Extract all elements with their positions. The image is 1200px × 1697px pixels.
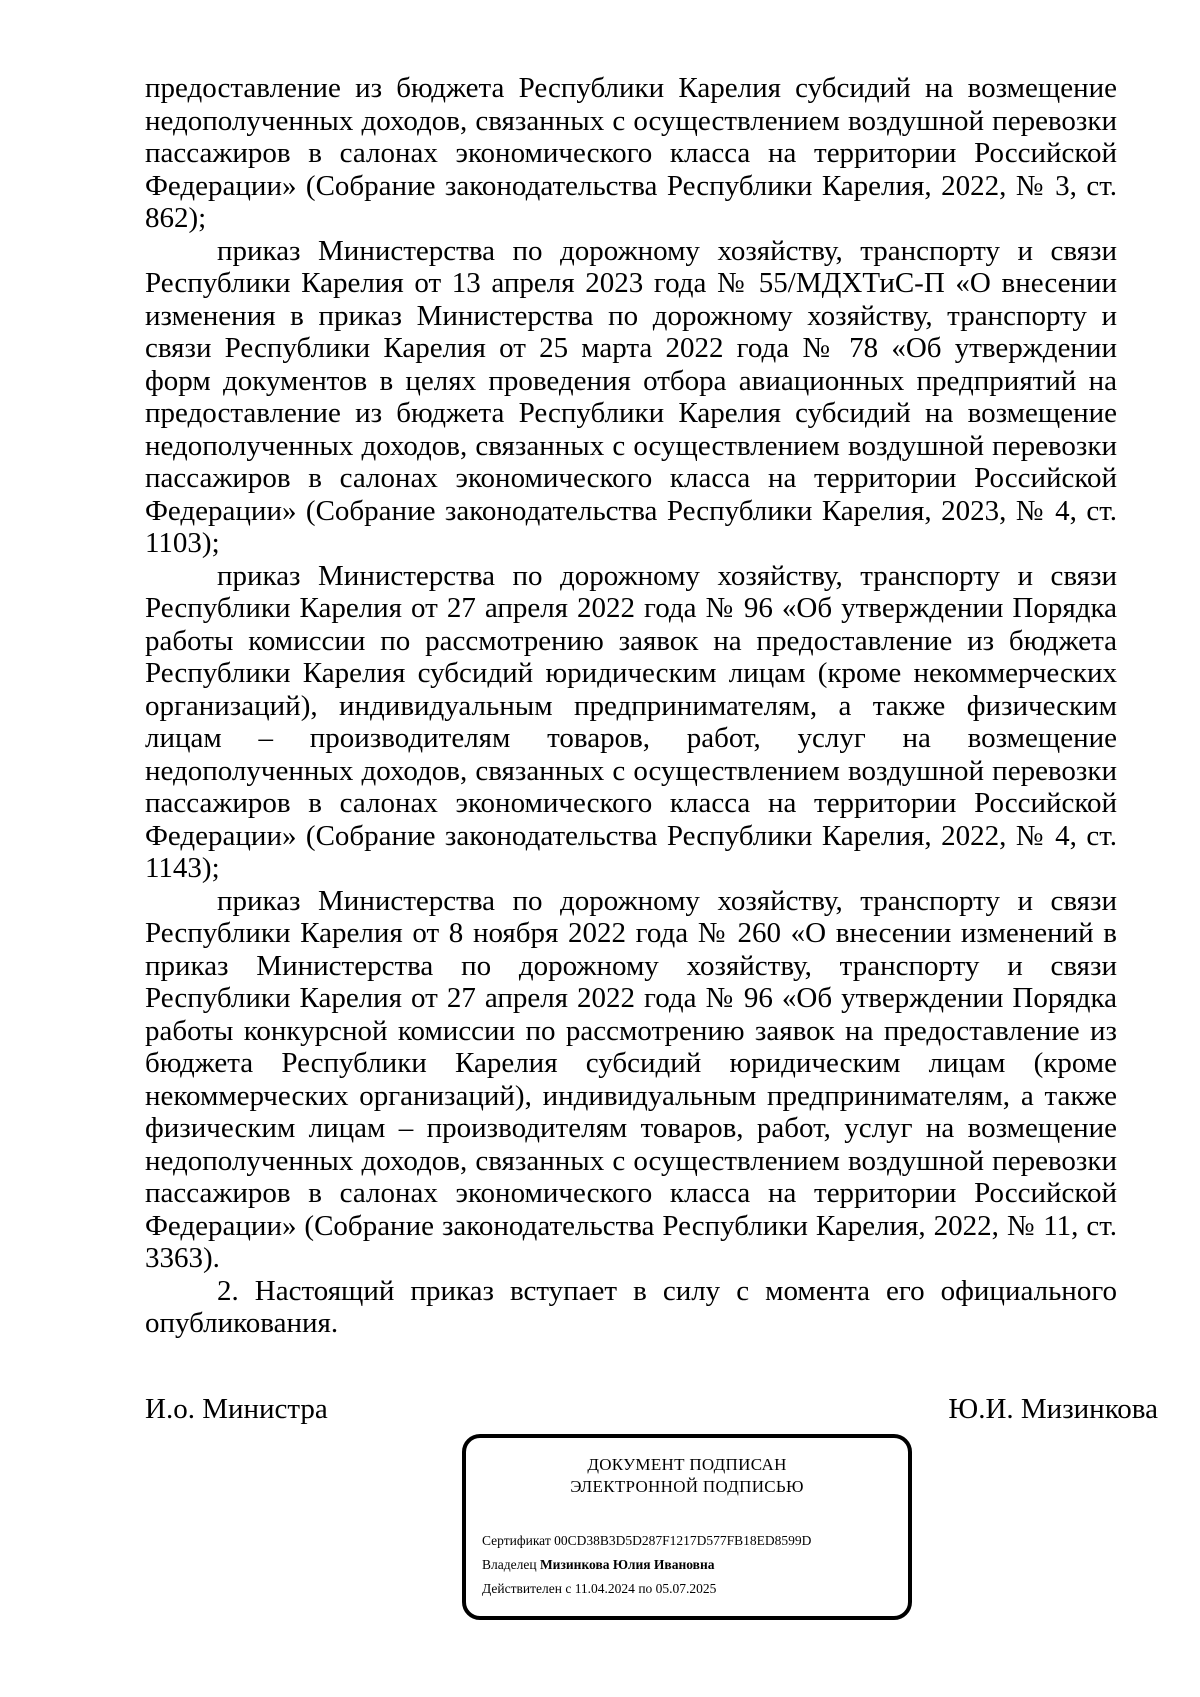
paragraph-2: приказ Министерства по дорожному хозяйству, транспорту и связи Республики Карелия от 13 апреля 2023 года № 55/МДХТиС-П «О внесении изменения в приказ Министерства по дорожному хозяйству, транспорту и связи Республики Карелия от 25 марта 2022 года № 78 «Об утверждении форм документов в целях проведения отбора авиационных предприятий на предоставление из бюджета Республики Карелия субсидий на возмещение недополученных доходов, связанных с осуществлением воздушной перевозки пассажиров в салонах экономического класса на территории Российской Федерации» (Собрание законодательства Республики Карелия, 2023, № 4, ст. 1103); — [145, 234, 1117, 559]
signatory-position: И.о. Министра — [145, 1393, 328, 1425]
owner-label: Владелец — [482, 1557, 537, 1572]
valid-label: Действителен — [482, 1581, 562, 1596]
electronic-signature-stamp — [462, 1434, 912, 1620]
valid-from-date: 11.04.2024 — [574, 1581, 635, 1596]
signatory-name: Ю.И. Мизинкова — [948, 1393, 1158, 1425]
certificate-label: Сертификат — [482, 1533, 551, 1548]
stamp-title — [466, 1454, 908, 1498]
stamp-certificate-line — [482, 1532, 811, 1550]
paragraph-4: приказ Министерства по дорожному хозяйству, транспорту и связи Республики Карелия от 8 ноября 2022 года № 260 «О внесении изменений в приказ Министерства по дорожному хозяйству, транспорту и связи Республики Карелия от 27 апреля 2022 года № 96 «Об утверждении Порядка работы конкурсной комиссии по рассмотрению заявок на предоставление из бюджета Республики Карелия субсидий юридическим лицам (кроме некоммерческих организаций), индивидуальным предпринимателям, а также физическим лицам – производителям товаров, работ, услуг на возмещение недополученных доходов, связанных с осуществлением воздушной перевозки пассажиров в салонах экономического класса на территории Российской Федерации» (Собрание законодательства Республики Карелия, 2022, № 11, ст. 3363). — [145, 884, 1117, 1274]
document-body — [145, 72, 1117, 1340]
stamp-validity-line — [482, 1580, 716, 1598]
stamp-title-line-1: ДОКУМЕНТ ПОДПИСАН — [587, 1455, 787, 1474]
paragraph-3: приказ Министерства по дорожному хозяйству, транспорту и связи Республики Карелия от 27 апреля 2022 года № 96 «Об утверждении Порядка работы комиссии по рассмотрению заявок на предоставление из бюджета Республики Карелия субсидий юридическим лицам (кроме некоммерческих организаций), индивидуальным предпринимателям, а также физическим лицам – производителям товаров, работ, услуг на возмещение недополученных доходов, связанных с осуществлением воздушной перевозки пассажиров в салонах экономического класса на территории Российской Федерации» (Собрание законодательства Республики Карелия, 2022, № 4, ст. 1143); — [145, 559, 1117, 884]
stamp-owner-line — [482, 1556, 714, 1574]
paragraph-1: предоставление из бюджета Республики Карелия субсидий на возмещение недополученных доходов, связанных с осуществлением воздушной перевозки пассажиров в салонах экономического класса на территории Российской Федерации» (Собрание законодательства Республики Карелия, 2022, № 3, ст. 862); — [145, 72, 1117, 234]
valid-to-label: по — [638, 1581, 653, 1596]
paragraph-5: 2. Настоящий приказ вступает в силу с момента его официального опубликования. — [145, 1274, 1117, 1339]
valid-to-date: 05.07.2025 — [655, 1581, 717, 1596]
valid-from-label: с — [565, 1581, 572, 1596]
certificate-value: 00CD38B3D5D287F1217D577FB18ED8599D — [554, 1533, 812, 1548]
owner-value: Мизинкова Юлия Ивановна — [539, 1557, 715, 1572]
stamp-title-line-2: ЭЛЕКТРОННОЙ ПОДПИСЬЮ — [570, 1477, 804, 1496]
